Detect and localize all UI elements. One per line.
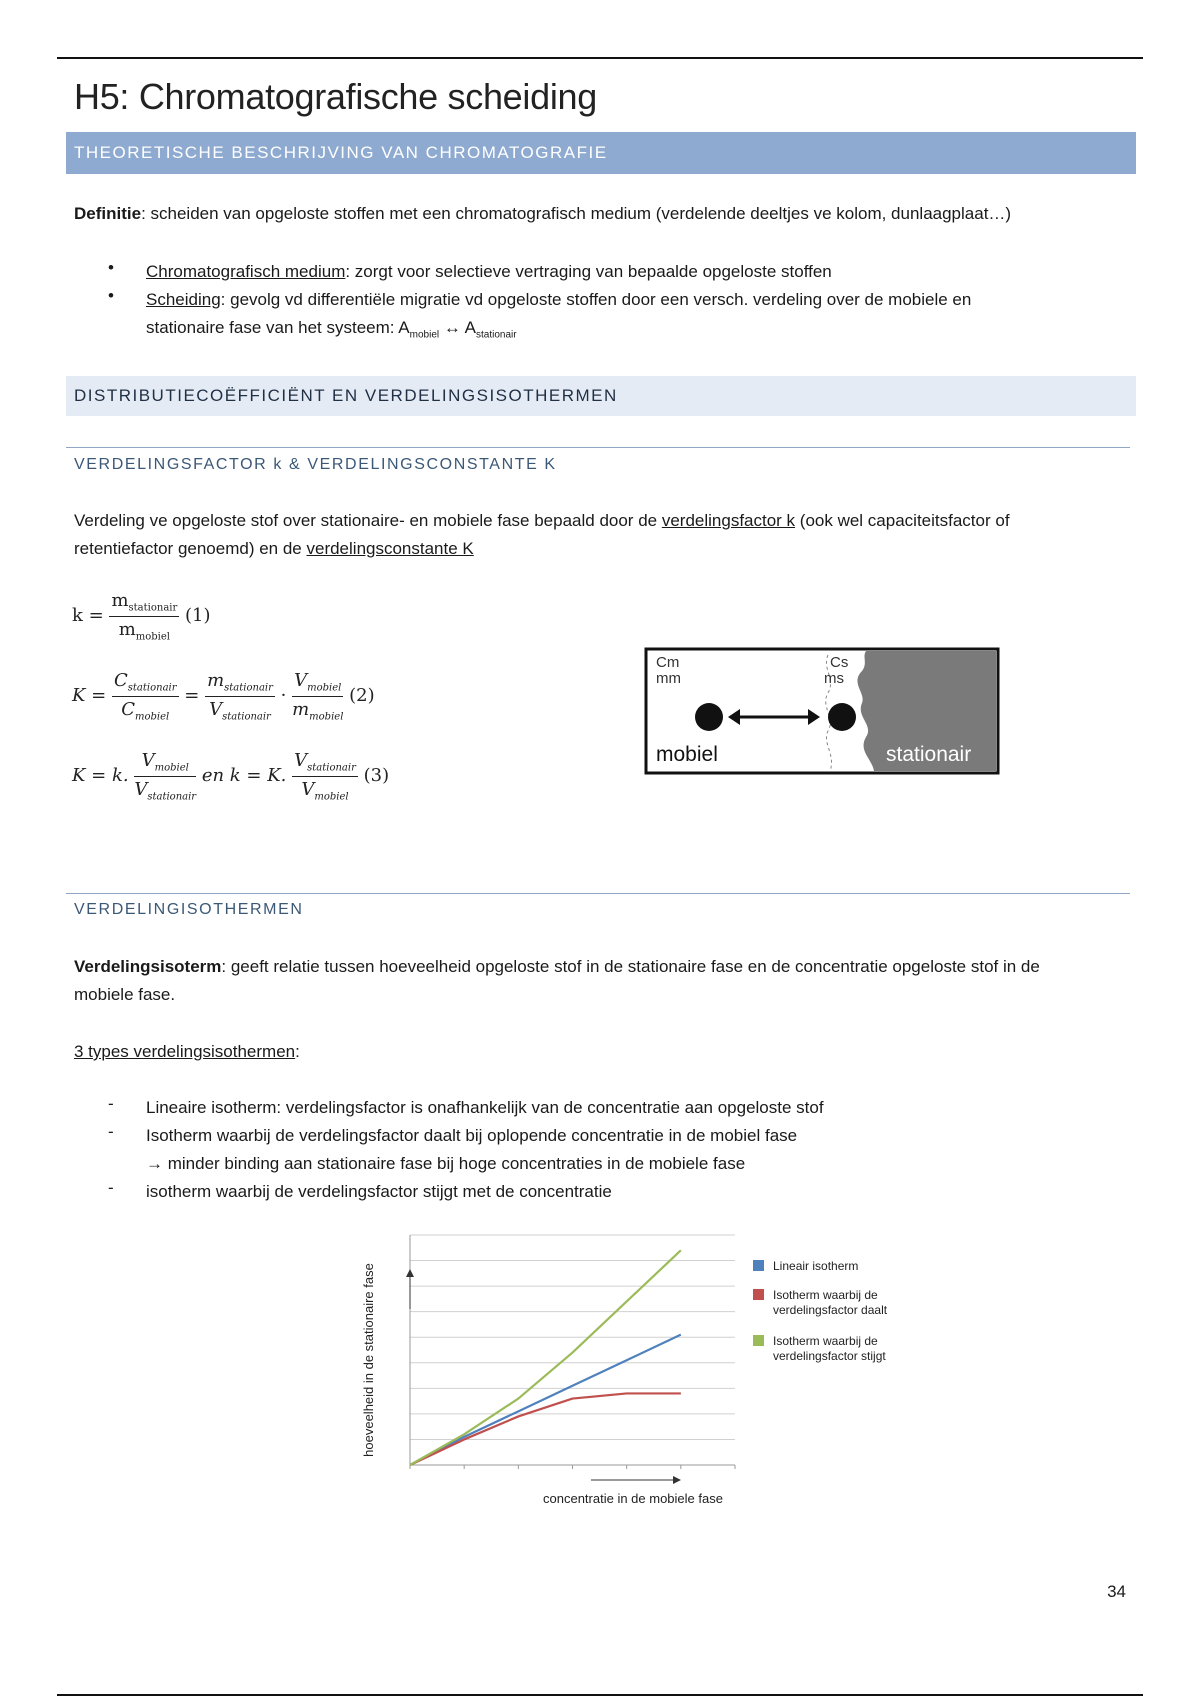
subheading-rule xyxy=(66,893,1130,894)
verdeling-paragraph: Verdeling ve opgeloste stof over stationaire- en mobiele fase bepaald door de verdelingsfactor k (ook wel capaciteitsfactor of retentiefactor genoemd) en de verdelingsconstante K xyxy=(74,511,1010,558)
label-mm: mm xyxy=(656,670,681,687)
equation-1: k = $\frac{m_{stationair}}{m_{mobiel}}$ (1) xyxy=(72,590,211,643)
definition-paragraph: Definitie: scheiden van opgeloste stoffen met een chromatografisch medium (verdelende deeltjes ve kolom, dunlaagplaat…) xyxy=(74,204,1012,223)
phase-diagram xyxy=(644,647,1000,775)
bullet-isotherm-daalt: Isotherm waarbij de verdelingsfactor daalt bij oplopende concentratie in de mobiel fase xyxy=(146,1126,798,1145)
types-heading: 3 types verdelingsisothermen: xyxy=(74,1042,300,1061)
page-number: 34 xyxy=(1107,1582,1126,1601)
label-cm: Cm xyxy=(656,654,680,671)
y-arrow-head xyxy=(406,1269,414,1277)
bullet-dot: • xyxy=(108,286,114,305)
equation-3: K = k. $\frac{V_{mobiel}}{V_{stationair}}$ en k = K. $\frac{V_{stationair}}{V_{mobiel}}$ (3) xyxy=(72,750,390,803)
bullet-isotherm-stijgt: isotherm waarbij de verdelingsfactor stijgt met de concentratie xyxy=(146,1182,612,1201)
top-rule xyxy=(57,57,1143,59)
legend-label-daalt-2: verdelingsfactor daalt xyxy=(773,1303,888,1317)
bullet-isotherm-daalt-note: → minder binding aan stationaire fase bij hoge concentraties in de mobiele fase xyxy=(146,1154,746,1173)
legend-swatch-daalt xyxy=(753,1289,764,1300)
bullet-lineaire-isotherm: Lineaire isotherm: verdelingsfactor is onafhankelijk van de concentratie aan opgeloste stof xyxy=(146,1098,824,1117)
chart-series xyxy=(410,1250,681,1465)
isoterm-paragraph: Verdelingsisoterm: geeft relatie tussen hoeveelheid opgeloste stof in de stationaire fase en de concentratie opgeloste stof in de mobiele fase. xyxy=(74,957,1040,1004)
bullet-dash: - xyxy=(108,1094,114,1113)
label-cs: Cs xyxy=(830,654,849,671)
label-ms: ms xyxy=(824,670,844,687)
section-heading-theory: THEORETISCHE BESCHRIJVING VAN CHROMATOGRAFIE xyxy=(66,132,1136,174)
legend-swatch-stijgt xyxy=(753,1335,764,1346)
label-mobiel: mobiel xyxy=(656,743,718,766)
bullet-dash: - xyxy=(108,1178,114,1197)
mobile-particle xyxy=(695,703,723,731)
bullet-dot: • xyxy=(108,258,114,277)
y-axis-label: hoeveelheid in de stationaire fase xyxy=(361,1263,376,1457)
section-heading-distribution: DISTRIBUTIECOËFFICIËNT EN VERDELINGSISOTHERMEN xyxy=(66,376,1136,416)
isotherm-chart xyxy=(355,1225,935,1515)
stationary-particle xyxy=(828,703,856,731)
page-title: H5: Chromatografische scheiding xyxy=(74,76,597,117)
subheading-verdelingsfactor: VERDELINGSFACTOR k & VERDELINGSCONSTANTE K xyxy=(74,456,557,473)
bullet-chromatografisch-medium: Chromatografisch medium: zorgt voor selectieve vertraging van bepaalde opgeloste stoffen xyxy=(146,262,832,281)
bullet-scheiding: Scheiding: gevolg vd differentiële migratie vd opgeloste stoffen door een versch. verdeling over de mobiele en stationaire fase van het systeem: $A_{mobiel}$ ↔ $A_{stationair}$ xyxy=(146,290,972,341)
legend-swatch-linear xyxy=(753,1260,764,1271)
legend-label-stijgt-1: Isotherm waarbij de xyxy=(773,1334,878,1348)
legend-label-stijgt-2: verdelingsfactor stijgt xyxy=(773,1349,886,1363)
series-line-2 xyxy=(410,1250,681,1465)
equation-2: K = $\frac{C_{stationair}}{C_{mobiel}}$ = $\frac{m_{stationair}}{V_{stationair}}$ · $\frac{V_{mobiel}}{m_{mobiel}}$ (2) xyxy=(72,670,375,723)
label-stationair: stationair xyxy=(886,743,972,766)
bullet-dash: - xyxy=(108,1122,114,1141)
series-line-1 xyxy=(410,1393,681,1465)
subheading-rule xyxy=(66,447,1130,448)
subheading-verdelingisothermen: VERDELINGISOTHERMEN xyxy=(74,901,304,918)
x-arrow-head xyxy=(673,1476,681,1484)
x-axis-label: concentratie in de mobiele fase xyxy=(543,1491,723,1506)
legend-label-daalt-1: Isotherm waarbij de xyxy=(773,1288,878,1302)
legend-label-linear: Lineair isotherm xyxy=(773,1259,859,1273)
bottom-rule xyxy=(57,1694,1143,1696)
